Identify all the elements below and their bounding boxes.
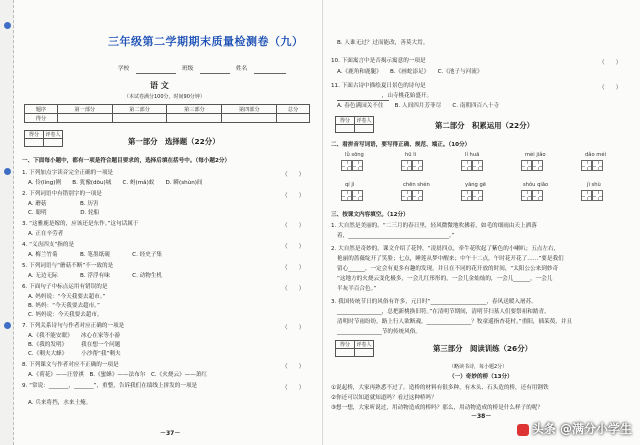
grader-name-cell[interactable] (44, 139, 63, 147)
pinyin-label: lí huā (465, 152, 480, 158)
fill-line: 1. 大自然是美丽的。“二三月的春日里，轻风微微地吹拂着，如毛的细雨由天上洒落 (331, 223, 537, 229)
question-options: C. 聪明 D. 轮船 (28, 210, 100, 216)
page-number: －38－ (471, 413, 492, 420)
question-options: A.《鹿角和鹿腿》 B.《画蛇添足》 C.《池子与河流》 (337, 69, 483, 75)
score-cell[interactable] (57, 114, 112, 123)
fill-line: ________________节的传统风俗。 (337, 329, 421, 335)
q2-intro: 二、看拼音写词语，要写得正确、规范、端正。（10分） (331, 142, 471, 148)
grader-name-label: 评卷人 (356, 118, 372, 124)
class-blank[interactable] (200, 73, 230, 74)
writing-grid[interactable] (461, 190, 472, 201)
part1-heading: 第一部分 选择题（22分） (128, 137, 220, 146)
question-text: 1. 下列加点字读音完全正确的一项是 (22, 170, 114, 176)
name-label: 姓名 (236, 66, 248, 72)
answer-paren[interactable]: （ ） (282, 193, 305, 199)
question-options: C. 妈妈说：今天我要去超市。 (28, 312, 103, 318)
fill-line: 留心______，一定会有更多有趣的发现。并且在不同的花开放的时间，“太阳公公来到妙奇 (337, 266, 559, 272)
reading-paragraph: ③想一想，大家听说过，用动物造成的桥吗？那么，用动物造成的桥是什么样子的呢？ (331, 405, 543, 411)
grader-name-cell[interactable] (355, 349, 374, 357)
subject-title: 语 文 (150, 81, 169, 90)
answer-paren[interactable]: （ ） (282, 286, 305, 292)
question-options: A. 蘑菇 B. 历害 (28, 201, 99, 207)
question-text: 2. 下列词语中有错别字的一项是 (22, 191, 102, 197)
fill-line: 着，____________________________________。” (337, 233, 455, 239)
reading-note: （略读书诗，每小题2分） (449, 364, 508, 370)
binding-hole (4, 22, 11, 29)
grader-name-cell[interactable] (355, 125, 374, 133)
binding-strip (0, 0, 14, 445)
part2-heading: 第二部分 积累运用（22分） (435, 121, 534, 130)
grader-score-label: 得分 (25, 131, 44, 139)
name-blank[interactable] (254, 73, 286, 74)
grader-box (24, 130, 63, 147)
score-cell[interactable] (222, 114, 277, 123)
grader-box (335, 340, 374, 357)
question-options: A. 伶(líng)俐 B. 犹豫(dōu)城 C. 蚂(mǎ)蚁 D. 瞬(shùn)间 (28, 180, 203, 186)
question-options: B. 妈妈：“今天我要去超市。” (28, 303, 100, 309)
question-text: 6. 下面句子中标点运用有错误的是 (22, 284, 108, 290)
writing-grid[interactable] (341, 160, 352, 171)
q-intro: 一、下面每小题中，都有一项是符合题目要求的，选择后填在括号中。（每小题2分） (22, 158, 231, 164)
pinyin-label: méi jiǎo (525, 152, 546, 158)
question-options: A. 兵来将挡，水来土掩。 (28, 400, 92, 406)
grader-name-label: 评卷人 (356, 342, 372, 348)
question-options: A. 春色满园关不住 B. 人间四月芳菲尽 C. 南朝四百八十寺 (337, 103, 499, 109)
question-text: 7. 下列关系诗句与作者对应正确的一项是 (22, 323, 125, 329)
question-options: B. 人谁无过？过而能改，善莫大焉。 (337, 40, 429, 46)
pinyin-label: chēn shén (403, 182, 430, 188)
question-text: 11. 下面古诗中描绘夏日景色的诗句是 (331, 83, 426, 89)
right-page (322, 0, 640, 445)
writing-grid[interactable] (472, 190, 483, 201)
class-label: 班级 (182, 66, 194, 72)
writing-grid[interactable] (532, 190, 543, 201)
writing-grid[interactable] (581, 160, 592, 171)
grader-score-label: 得分 (336, 117, 355, 125)
pinyin-label: shǒu qiǎo (523, 182, 549, 188)
writing-grid[interactable] (341, 190, 352, 201)
question-options: A. 无边无际 B. 浮浮有味 C. 动物生机 (28, 273, 163, 279)
score-header: 总分 (277, 105, 310, 114)
fill-line: 半灰半百合色。” (337, 286, 377, 292)
writing-grid[interactable] (581, 190, 592, 201)
score-row-label: 得分 (25, 114, 58, 123)
reading-paragraph: ②你还可以知道就知道吗？看过这种桥吗？ (331, 395, 437, 401)
fill-line: 清明时节雨纷纷，路上行人欲断魂。________________？牧童遥指杏花村。”重阳，插茱萸，并且 (337, 319, 573, 325)
writing-grid[interactable] (412, 190, 423, 201)
exam-title: 三年级第二学期期末质量检测卷（九） (108, 35, 304, 48)
grader-score-label: 得分 (336, 341, 355, 349)
pinyin-label: hū li (405, 152, 417, 158)
pinyin-label: yāng gē (465, 182, 486, 188)
page-number: －37－ (160, 430, 181, 437)
answer-paren[interactable]: （ ） (282, 244, 305, 250)
question-text: 5. 下列词语与“蘑菇不断”不一致的是 (22, 263, 114, 269)
pinyin-label: lǜ sōng (345, 152, 364, 158)
answer-paren[interactable]: （ ） (282, 223, 305, 229)
binding-hole (4, 322, 11, 329)
part3-heading: 第三部分 阅读训练（26分） (433, 344, 532, 353)
question-options: B.《我的发明》 我在想一个问题 (28, 342, 121, 348)
score-header: 第二部分 (112, 105, 167, 114)
answer-paren[interactable]: （ ） (282, 325, 305, 331)
question-text: 8. 下列课文与作者对应不正确的一项是 (22, 362, 119, 368)
fill-line: 艳丽的蔷薇绽开了笑脸；七点，睡莲从梦中醒来；中午十二点，午时花开花了……”要是我们 (337, 256, 564, 262)
answer-paren[interactable]: （ ） (599, 85, 622, 91)
question-options: A. 妈妈说：“今天我要去超市。” (28, 294, 106, 300)
fill-line: “这地方的火烧云变化极多，一会儿红彤彤的，一会儿金灿灿的，一会儿______，一会儿 (337, 276, 553, 282)
writing-grid[interactable] (352, 190, 363, 201)
score-header: 第四部分 (222, 105, 277, 114)
score-header: 第一部分 (57, 105, 112, 114)
answer-paren[interactable]: （ ） (282, 364, 305, 370)
writing-grid[interactable] (521, 190, 532, 201)
toutiao-logo-icon (517, 424, 529, 436)
question-text: 3. “这雅鹿是嫁的，应该还是东作。”这句话属于 (22, 221, 139, 227)
answer-paren[interactable]: （ ） (282, 385, 305, 391)
score-cell[interactable] (277, 114, 310, 123)
question-options: A. 正在辛劳者 (28, 231, 64, 237)
watermark-text: 头条 @满分小学生 (531, 422, 632, 436)
fill-line: 3. 我国传统节日的风俗有许多，元日时“____________________，春风送暖入屠苏。 (331, 299, 537, 305)
writing-grid[interactable] (592, 160, 603, 171)
q3-intro: 三、按课文内容填空。（12分） (331, 212, 409, 218)
watermark (514, 420, 632, 437)
score-table (24, 104, 310, 123)
question-options: A.《我不能安眠》 冰心在家等小游 (28, 333, 121, 339)
writing-grid[interactable] (592, 190, 603, 201)
question-options: C.《剩夫大蜂》 小沙帮“我”剩夫 (28, 351, 121, 357)
question-text: 4. “义齿四支”指的是 (22, 242, 75, 248)
pinyin-label: dǎo méi (585, 152, 606, 158)
school-blank[interactable] (136, 73, 176, 74)
school-label: 学校 (118, 66, 130, 72)
grader-score-cell[interactable] (25, 139, 44, 147)
poem-blank[interactable] (337, 100, 389, 101)
grader-name-label: 评卷人 (45, 132, 61, 138)
writing-grid[interactable] (401, 190, 412, 201)
answer-paren[interactable]: （ ） (282, 265, 305, 271)
writing-grid[interactable] (472, 160, 483, 171)
reading-title: （一）奇妙的桥（13分） (449, 374, 513, 380)
grader-score-cell[interactable] (336, 125, 355, 133)
poem-line: ，山寺桃花始盛开。 (337, 93, 433, 99)
answer-paren[interactable]: （ ） (599, 60, 622, 66)
score-header: 题序 (25, 105, 58, 114)
answer-paren[interactable]: （ ） (282, 172, 305, 178)
pinyin-label: qí jì (345, 182, 355, 188)
binding-hole (4, 168, 11, 175)
score-cell[interactable] (112, 114, 167, 123)
question-text: 9. “常说：_______，_______”，重整，告诉我们在绩线上拼发的一项是 (22, 383, 198, 389)
reading-paragraph: ①说起桥，大家再熟悉不过了。造桥的材料有很多种，有木头、石头造的桥，还有用钢铁 (331, 385, 549, 391)
question-options: A. 梅兰竹菊 B. 笔墨纸砚 C. 经史子集 (28, 252, 163, 258)
grader-box (335, 116, 374, 133)
writing-grid[interactable] (352, 160, 363, 171)
exam-note: （本试卷满分100分，时间90分钟） (124, 94, 205, 100)
fill-line: ________________，总把新桃换旧符。”在清明节期间，清明节扫墓人们要祭祖和踏青， (337, 309, 550, 315)
writing-grid[interactable] (461, 160, 472, 171)
writing-grid[interactable] (401, 160, 412, 171)
score-header: 第三部分 (167, 105, 222, 114)
score-cell[interactable] (167, 114, 222, 123)
writing-grid[interactable] (532, 160, 543, 171)
fill-line: 2. 大自然是奇妙的。课文介绍了花钟，“凌晨四点，牵牛花吹起了紫色的小喇叭；五点左右， (331, 246, 560, 252)
pinyin-label: jì shù (587, 182, 601, 188)
question-options: A.《荷花》——汪曾祺 B.《蜜蜂》——法布尔 C.《火烧云》——萧红 (28, 372, 208, 378)
writing-grid[interactable] (412, 160, 423, 171)
grader-score-cell[interactable] (336, 349, 355, 357)
question-text: 10. 下面寓言中是否揭示寓意的一项是 (331, 58, 426, 64)
writing-grid[interactable] (521, 160, 532, 171)
